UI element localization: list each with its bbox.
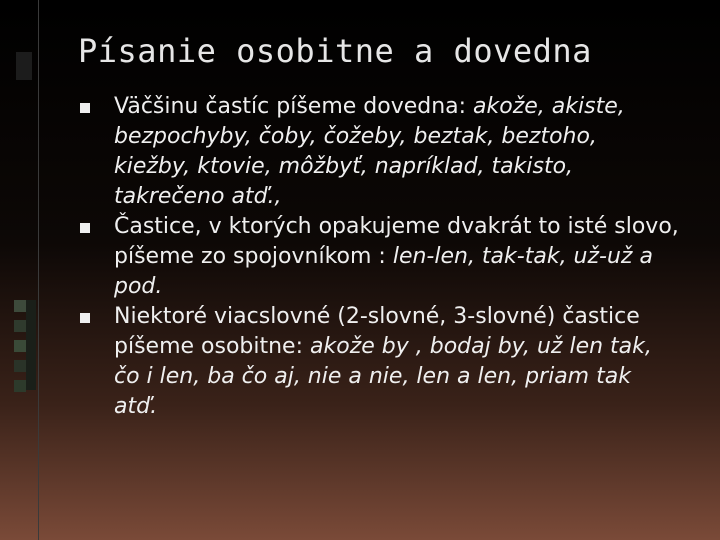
bullet-item (80, 212, 680, 302)
bullet-item (80, 92, 680, 212)
decorative-square (14, 360, 26, 372)
bullet-examples: len-len, tak-tak, už-už a pod. (114, 244, 653, 299)
bullet-examples: akože by , bodaj by, už len tak, čo i len, ba čo aj, nie a nie, len a len, priam tak atď. (114, 334, 652, 419)
decorative-square (26, 300, 36, 390)
bullet-item (80, 302, 680, 422)
slide-title: Písanie osobitne a dovedna (78, 32, 592, 70)
decorative-square (14, 300, 26, 312)
decorative-square (16, 52, 32, 80)
decorative-square (14, 320, 26, 332)
bullet-text: Častice, v ktorých opakujeme dvakrát to isté slovo, píšeme zo spojovníkom : (114, 214, 679, 269)
bullet-list (80, 92, 680, 422)
decorative-square (14, 340, 26, 352)
decorative-frame-line (38, 0, 39, 540)
square-bullet-icon (80, 223, 90, 233)
decorative-square (14, 380, 26, 392)
bullet-text: Väčšinu častíc píšeme dovedna: (114, 94, 474, 119)
bullet-text: Niektoré viacslovné (2-slovné, 3-slovné) častice píšeme osobitne: (114, 304, 640, 359)
square-bullet-icon (80, 313, 90, 323)
square-bullet-icon (80, 103, 90, 113)
bullet-examples: akože, akiste, bezpochyby, čoby, čožeby, beztak, beztoho, kiežby, ktovie, môžbyť, napríklad, takisto, takrečeno atď., (114, 94, 625, 209)
